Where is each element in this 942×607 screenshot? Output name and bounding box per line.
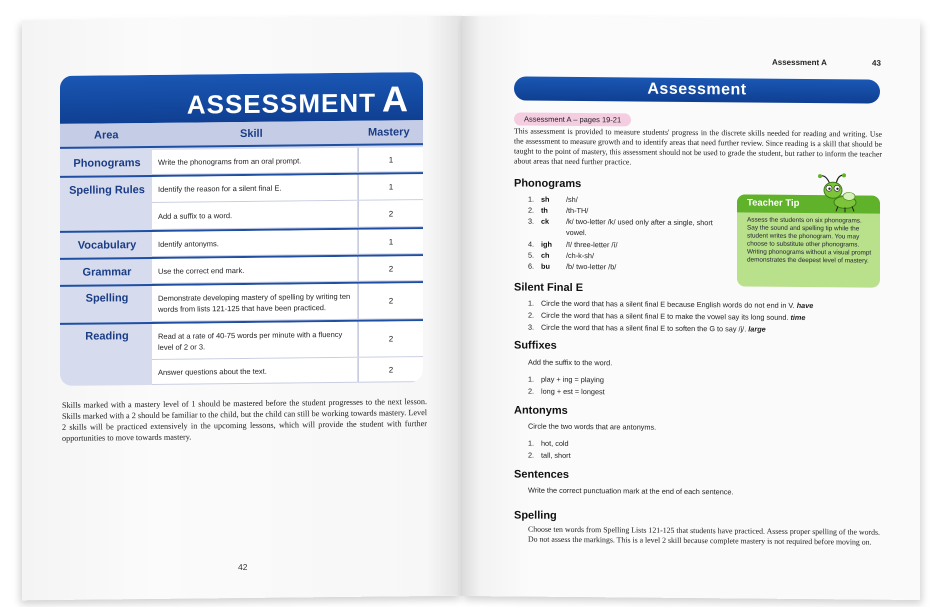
right-page: [462, 16, 920, 600]
list-number: 2.: [528, 205, 535, 215]
row-skill: Write the phonograms from an oral prompt.: [152, 148, 357, 175]
suffixes-heading: Suffixes: [514, 339, 557, 352]
silent-e-item: [541, 311, 805, 323]
row-mastery: 2: [358, 200, 423, 228]
page-number-right: 43: [872, 58, 881, 68]
antonym-item: hot, cold: [541, 438, 569, 448]
antonyms-instruction: Circle the two words that are antonyms.: [528, 421, 657, 432]
phonogram-sound-continued: vowel.: [566, 227, 587, 238]
col-skill: Skill: [240, 127, 263, 141]
table-row: [60, 283, 423, 323]
silent-e-heading: Silent Final E: [514, 281, 584, 295]
running-head: Assessment A: [772, 57, 827, 68]
phonogram-sound: /ch-k-sh/: [566, 250, 594, 261]
list-number: 6.: [528, 261, 535, 271]
suffix-item: play + ing = playing: [541, 374, 604, 385]
row-area: Vocabulary: [77, 239, 137, 252]
silent-e-item: [541, 323, 766, 335]
mastery-note: Skills marked with a mastery level of 1 should be mastered before the student progresses to the next lesson. Skills marked with a 2 should be familiar to the child, but the child can still be working towards mastery. Level 2 skills will be practiced extensively in the upcoming lessons, which will provide the student with further opportunities to move towards mastery.: [62, 397, 427, 443]
row-mastery: 2: [358, 357, 423, 383]
silent-e-question: Circle the word that has a silent final E to make the vowel say its long sound.: [541, 310, 789, 322]
row-mastery: 1: [358, 147, 423, 173]
list-number: 2.: [528, 450, 535, 460]
teacher-tip-body: Assess the students on six phonograms. Say the sound and spelling tip while the student writes the phonogram. You may choose to substitute other phonograms. Writing phonograms without a visual prompt demonstrates the deepest level of mastery.: [747, 216, 872, 265]
row-area: Phonograms: [73, 157, 141, 170]
silent-e-question: Circle the word that has a silent final E because English words do not end in V.: [541, 298, 795, 310]
table-row: [60, 174, 423, 204]
list-number: 5.: [528, 250, 535, 260]
list-number: 1.: [528, 194, 535, 204]
assessment-table-card: [60, 72, 423, 386]
row-area: [66, 367, 148, 368]
phonogram: bu: [541, 261, 550, 271]
row-mastery: 2: [358, 256, 423, 282]
pages-pill: Assessment A – pages 19-21: [514, 112, 631, 126]
table-row: [60, 147, 423, 176]
phonogram-sound: /th-TH/: [566, 205, 589, 216]
list-number: 3.: [528, 216, 535, 226]
list-number: 3.: [528, 322, 535, 332]
table-row: [60, 321, 423, 361]
silent-e-answer: have: [796, 300, 814, 311]
antonym-item: tall, short: [541, 450, 571, 460]
list-number: 2.: [528, 386, 535, 396]
row-area: Spelling Rules: [69, 184, 145, 197]
list-number: 1.: [528, 438, 535, 448]
phonogram: sh: [541, 194, 550, 204]
assessment-title-letter: A: [382, 78, 409, 120]
row-mastery: 1: [358, 174, 423, 201]
phonograms-heading: Phonograms: [514, 177, 582, 191]
phonogram-sound: /ī/ three-letter /ī/: [566, 239, 618, 250]
table-row: [60, 357, 423, 386]
intro-paragraph: This assessment is provided to measure students' progress in the discrete skills needed for reading and writing. Use the assessment to measure growth and to identify areas that need further review. Since reading is a skill that should be taught to the point of mastery, this assessment should not be used to grade the student, but rather to inform the teacher about areas that need further practice.: [514, 126, 882, 167]
phonogram: igh: [541, 239, 552, 249]
page-number-left: 42: [238, 561, 248, 573]
row-area: [66, 210, 148, 211]
row-skill: Answer questions about the text.: [152, 358, 357, 385]
left-page: [22, 16, 462, 601]
row-skill: Use the correct end mark.: [152, 257, 357, 284]
row-area: Spelling: [85, 292, 129, 305]
row-area: Reading: [85, 330, 129, 343]
table-header: [60, 120, 423, 149]
list-number: 4.: [528, 239, 535, 249]
silent-e-question: Circle the word that has a silent final E to soften the G to say /j/.: [541, 322, 747, 334]
phonogram-sound: /sh/: [566, 194, 578, 205]
row-skill: Add a suffix to a word.: [152, 201, 357, 230]
table-row: [60, 256, 423, 285]
assessment-header: Assessment: [514, 76, 880, 103]
col-mastery: Mastery: [368, 126, 410, 139]
phonogram-sound: /k/ two-letter /k/ used only after a single, short: [566, 216, 713, 228]
silent-e-answer: time: [790, 312, 806, 322]
row-skill: Read at a rate of 40-75 words per minute with a fluency level of 2 or 3.: [152, 322, 357, 360]
phonogram: ck: [541, 216, 550, 226]
list-number: 1.: [528, 298, 535, 308]
spelling-paragraph: Choose ten words from Spelling Lists 121-125 that students have practiced. Assess proper spelling of the words. Do not assess the markings. This is a level 2 skill because complete mastery is not required before moving on.: [528, 524, 880, 547]
sentences-instruction: Write the correct punctuation mark at the end of each sentence.: [528, 485, 734, 497]
assessment-banner: [60, 72, 423, 124]
sentences-heading: Sentences: [514, 468, 570, 481]
list-number: 2.: [528, 310, 535, 320]
silent-e-answer: large: [748, 324, 766, 334]
row-mastery: 1: [358, 229, 423, 255]
row-skill: Identify the reason for a silent final E.: [152, 175, 357, 203]
assessment-title: [187, 78, 409, 122]
table-row: [60, 229, 423, 258]
spelling-heading: Spelling: [514, 509, 557, 522]
phonogram: ch: [541, 250, 550, 260]
col-area: Area: [94, 129, 119, 142]
list-number: 1.: [528, 374, 535, 384]
row-mastery: 2: [358, 283, 423, 320]
silent-e-item: [541, 299, 813, 311]
suffixes-instruction: Add the suffix to the word.: [528, 357, 613, 368]
antonyms-heading: Antonyms: [514, 404, 568, 417]
teacher-tip-title: Teacher Tip: [747, 197, 800, 209]
row-skill: Demonstrate developing mastery of spelling by writing ten words from lists 121-125 that have been practiced.: [152, 284, 357, 322]
bug-mascot-icon: [812, 172, 862, 212]
row-skill: Identify antonyms.: [152, 230, 357, 257]
phonogram: th: [541, 205, 548, 215]
assessment-title-word: ASSESSMENT: [186, 87, 376, 120]
row-mastery: 2: [358, 321, 423, 358]
row-area: Grammar: [82, 266, 132, 279]
phonogram-sound: /b/ two-letter /b/: [566, 261, 617, 272]
table-row: [60, 200, 423, 231]
suffix-item: long + est = longest: [541, 386, 605, 397]
